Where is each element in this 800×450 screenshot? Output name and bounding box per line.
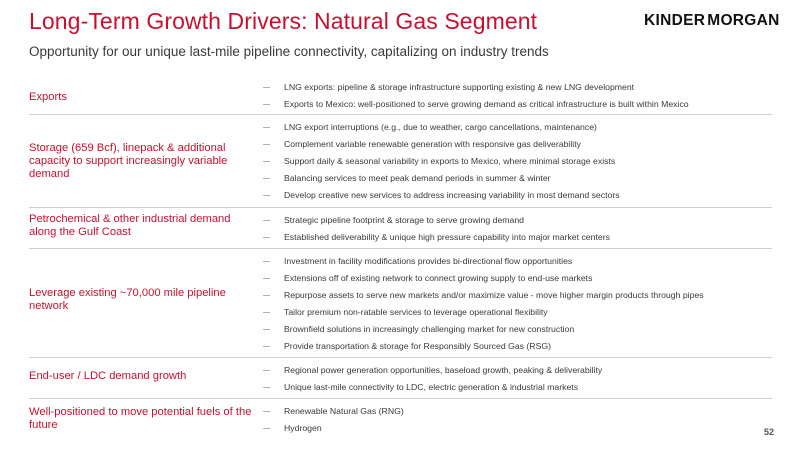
logo-text-right: MORGAN bbox=[707, 12, 780, 29]
dash-icon bbox=[263, 144, 270, 145]
list-item: Provide transportation & storage for Responsibly Sourced Gas (RSG) bbox=[263, 339, 772, 353]
page-title: Long-Term Growth Drivers: Natural Gas Segment bbox=[29, 8, 538, 34]
list-item: Repurpose assets to serve new markets and/or maximize value - move higher margin products through pipes bbox=[263, 288, 772, 302]
row-label: Exports bbox=[29, 91, 67, 103]
dash-icon bbox=[263, 261, 270, 262]
dash-icon bbox=[263, 161, 270, 162]
list-item: Established deliverability & unique high pressure capability into major market centers bbox=[263, 230, 772, 244]
dash-icon bbox=[263, 104, 270, 105]
list-item: Strategic pipeline footprint & storage to serve growing demand bbox=[263, 213, 772, 227]
dash-icon bbox=[263, 87, 270, 88]
list-item: Unique last-mile connectivity to LDC, electric generation & industrial markets bbox=[263, 380, 772, 394]
table-row bbox=[29, 76, 772, 115]
table-row bbox=[29, 208, 772, 249]
list-item: Brownfield solutions in increasingly challenging market for new construction bbox=[263, 322, 772, 336]
dash-icon bbox=[263, 237, 270, 238]
row-label: Leverage existing ~70,000 mile pipeline network bbox=[29, 287, 226, 312]
dash-icon bbox=[263, 346, 270, 347]
company-logo bbox=[644, 10, 778, 32]
logo-text-left: KINDER bbox=[644, 12, 706, 29]
list-item: Renewable Natural Gas (RNG) bbox=[263, 404, 772, 418]
dash-icon bbox=[263, 387, 270, 388]
list-item: Support daily & seasonal variability in exports to Mexico, where minimal storage exists bbox=[263, 154, 772, 168]
dash-icon bbox=[263, 312, 270, 313]
dash-icon bbox=[263, 127, 270, 128]
list-item: Extensions off of existing network to connect growing supply to end-use markets bbox=[263, 271, 772, 285]
list-item: Tailor premium non-ratable services to leverage operational flexibility bbox=[263, 305, 772, 319]
list-item: Hydrogen bbox=[263, 421, 772, 435]
dash-icon bbox=[263, 428, 270, 429]
dash-icon bbox=[263, 411, 270, 412]
list-item: LNG export interruptions (e.g., due to weather, cargo cancellations, maintenance) bbox=[263, 120, 772, 134]
list-item: Exports to Mexico: well-positioned to serve growing demand as critical infrastructure is built within Mexico bbox=[263, 97, 772, 111]
growth-drivers-table bbox=[29, 76, 772, 439]
dash-icon bbox=[263, 295, 270, 296]
list-item: LNG exports: pipeline & storage infrastructure supporting existing & new LNG development bbox=[263, 80, 772, 94]
dash-icon bbox=[263, 195, 270, 196]
table-row bbox=[29, 399, 772, 439]
dash-icon bbox=[263, 220, 270, 221]
list-item: Balancing services to meet peak demand periods in summer & winter bbox=[263, 171, 772, 185]
list-item: Complement variable renewable generation with responsive gas deliverability bbox=[263, 137, 772, 151]
dash-icon bbox=[263, 278, 270, 279]
dash-icon bbox=[263, 329, 270, 330]
row-label: Petrochemical & other industrial demand along the Gulf Coast bbox=[29, 213, 231, 238]
list-item: Develop creative new services to address increasing variability in most demand sectors bbox=[263, 188, 772, 202]
page-subtitle: Opportunity for our unique last-mile pipeline connectivity, capitalizing on industry trends bbox=[29, 44, 549, 59]
list-item: Regional power generation opportunities, baseload growth, peaking & deliverability bbox=[263, 363, 772, 377]
page-number: 52 bbox=[763, 427, 774, 437]
dash-icon bbox=[263, 370, 270, 371]
dash-icon bbox=[263, 178, 270, 179]
row-label: Well-positioned to move potential fuels of the future bbox=[29, 406, 252, 431]
table-row bbox=[29, 358, 772, 399]
table-row bbox=[29, 249, 772, 358]
list-item: Investment in facility modifications provides bi-directional flow opportunities bbox=[263, 254, 772, 268]
row-label: End-user / LDC demand growth bbox=[29, 370, 187, 382]
row-label: Storage (659 Bcf), linepack & additional capacity to support increasingly variable demand bbox=[29, 142, 228, 180]
table-row bbox=[29, 115, 772, 208]
